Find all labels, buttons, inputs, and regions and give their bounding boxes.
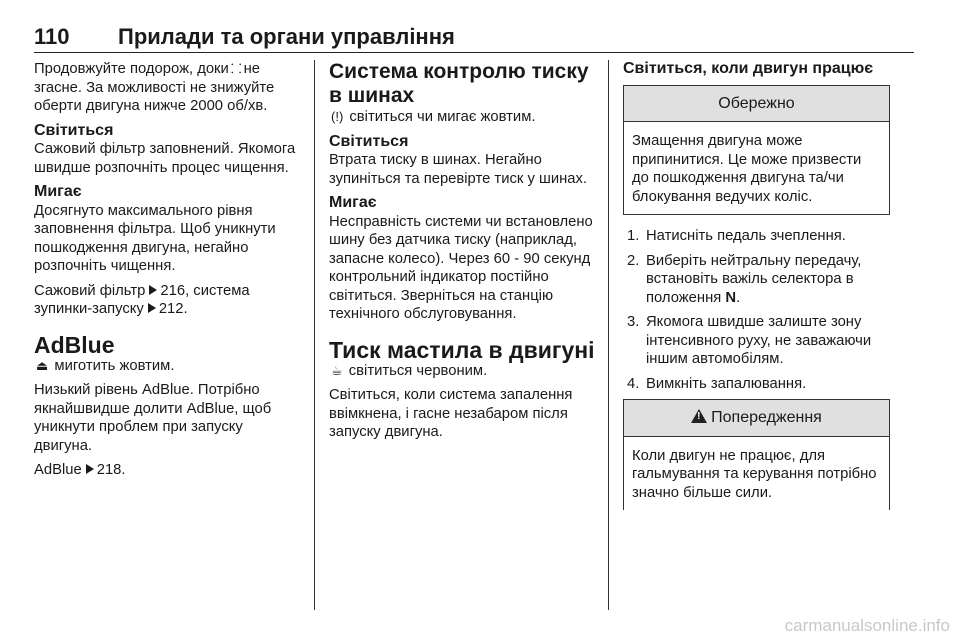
page-number: 110 [34, 24, 70, 49]
tpms-sub: (!) світиться чи мигає жовтим. [331, 109, 536, 125]
intro-paragraph: Продовжуйте подорож, доки ⸬ не згасне. За можливості не знижуйте оберти двигуна нижче 2000 об/хв. [34, 61, 275, 114]
list-item: 4. Вимкніть запалювання. [627, 375, 807, 392]
oil-heading: Тиск мастила в двигуні [329, 336, 595, 363]
caution-box [623, 85, 890, 216]
page-title: Прилади та органи управління [118, 24, 455, 49]
adblue-sub: ⏏ миготить жовтим. [36, 357, 175, 374]
reference-paragraph: Сажовий фільтр 216, система зупинки-запуску 212. [34, 282, 250, 317]
lit-heading: Світиться [34, 121, 114, 139]
column-divider [608, 60, 609, 610]
adblue-reference: AdBlue 218. [34, 462, 126, 478]
column-divider [314, 60, 315, 610]
list-item: 1. Натисніть педаль зчеплення. [627, 228, 846, 244]
adblue-icon: ⏏ [36, 357, 49, 373]
list-item: 2. Виберіть нейтральну передачу, встановіть важіль селектора в положення N. [627, 252, 862, 306]
ref-link-216[interactable]: 216 [160, 282, 186, 299]
caution-text: Змащення двигуна може припинитися. Це може призвести до пошкодження двигуна та/чи блокування ведучих коліс. [632, 133, 862, 205]
lit-text: Сажовий фільтр заповнений. Якомога швидше розпочніть процес чищення. [34, 141, 296, 176]
oil-pressure-icon: ☕ [331, 362, 343, 378]
reference-arrow-icon [86, 464, 94, 474]
warning-header: !Попередження [624, 400, 889, 437]
flash-text: Досягнуто максимального рівня заповнення фільтра. Щоб уникнути пошкодження двигуна, негайно розпочніть чищення. [34, 202, 276, 274]
ref-link-212[interactable]: 212 [158, 301, 184, 317]
page-header [34, 22, 914, 53]
oil-text: Світиться, коли система запалення ввімкнена, і гасне незабаром після запуску двигуна. [329, 387, 573, 440]
tpms-lit-text: Втрата тиску в шинах. Негайно зупиніться та перевірте тиск у шинах. [329, 152, 587, 187]
flash-heading: Мигає [34, 183, 82, 200]
running-heading: Світиться, коли двигун працює [623, 60, 874, 77]
diesel-filter-icon: ⸬ [230, 61, 242, 76]
tire-pressure-icon: (!) [331, 109, 344, 124]
caution-title: Обережно [624, 86, 889, 123]
column-2 [329, 60, 597, 442]
adblue-text: Низький рівень AdBlue. Потрібно якнайшвидше долити AdBlue, щоб уникнути проблем при запуску двигуна. [34, 382, 272, 454]
steps-list [623, 227, 890, 393]
warning-box [623, 399, 890, 510]
tpms-heading: Система контролю тиску в шинах [329, 60, 589, 107]
reference-arrow-icon [149, 285, 157, 295]
oil-sub: ☕ світиться червоним. [331, 362, 488, 379]
tpms-flash-text: Несправність системи чи встановлено шину без датчика тиску (наприклад, запасне колесо). Через 60 - 90 секунд контрольний індикатор постійно світиться. Зверніться на станцію технічного обслуговування. [329, 213, 593, 322]
warning-text: Коли двигун не працює, для гальмування та керування потрібно значно більше сили. [632, 447, 877, 501]
warning-triangle-icon [691, 409, 707, 423]
tpms-flash-heading: Мигає [329, 194, 377, 211]
list-item: 3. Якомога швидше залиште зону інтенсивного руху, не заважаючи іншим автомобілям. [627, 314, 872, 367]
adblue-heading: AdBlue [34, 331, 115, 358]
tpms-lit-heading: Світиться [329, 132, 409, 150]
ref-link-218[interactable]: 218. [96, 462, 126, 478]
watermark: carmanualsonline.info [784, 616, 950, 635]
reference-arrow-icon [148, 303, 156, 313]
column-3 [623, 60, 890, 522]
column-1 [34, 60, 304, 480]
